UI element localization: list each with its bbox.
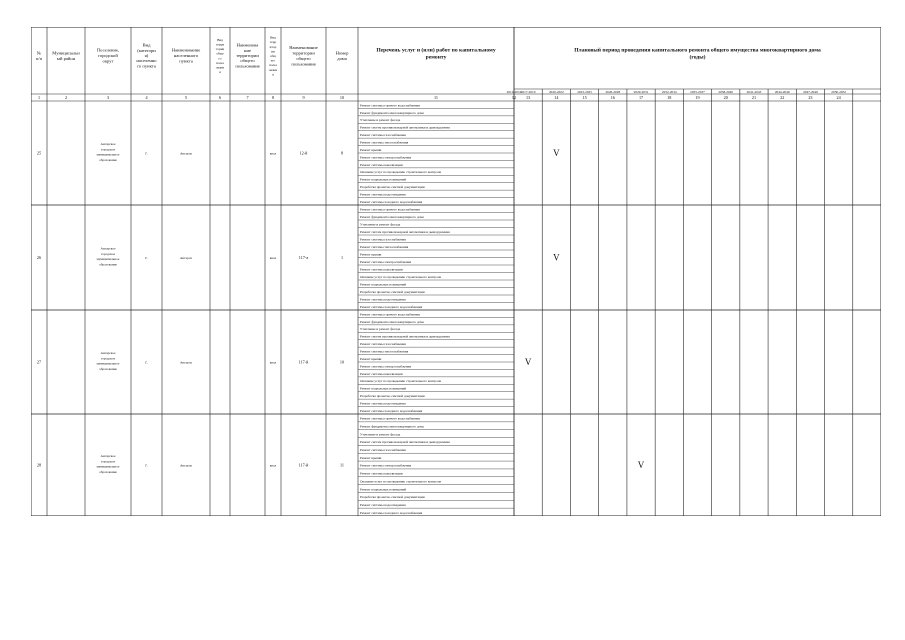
row-ext-name: 117-й [298, 359, 309, 365]
header-street-name: пользования [235, 63, 260, 69]
capital-repair-schedule-table [31, 27, 881, 516]
row-category: г. [145, 359, 148, 365]
header-ext-type: Вид [270, 35, 276, 40]
work-item: Ремонт системы теплоснабжения [360, 140, 409, 145]
header-locality: пункта [179, 58, 193, 64]
row-number: 27 [36, 359, 42, 365]
work-item: Ремонт систем противопожарной автоматики и дымоудаления [360, 229, 450, 234]
row-ext-name: 117-й [298, 462, 309, 468]
period-mark: V [524, 357, 532, 367]
header-ext-type: его [270, 58, 276, 63]
work-item: Ремонт системы горячего водоснабжения [360, 207, 420, 212]
work-item: Ремонт системы горячего водоснабжения [360, 416, 420, 421]
header-ext-type: овани [268, 67, 278, 72]
column-number: 18 [667, 95, 672, 100]
work-item: Ремонт системы водоотведения [360, 502, 406, 507]
header-ext-type: общ [269, 54, 277, 58]
work-item: Ремонт системы канализации [360, 267, 403, 272]
column-number: 10 [339, 95, 345, 100]
work-item: Утепление и ремонт фасада [360, 222, 401, 227]
work-item: Ремонт подвальных помещений [360, 487, 407, 492]
header-category: (категори [137, 47, 156, 53]
row-house: 11 [339, 462, 345, 468]
header-house: Номер [335, 50, 349, 56]
row-locality: Ангарск [179, 256, 193, 260]
work-item: Ремонт системы водоотведения [360, 192, 406, 197]
work-item: Ремонт системы электроснабжения [360, 463, 412, 468]
header-district: ый район [56, 55, 76, 61]
header-works: Перечень услуг и (или) работ по капитальному [376, 47, 496, 54]
work-item: Ремонт системы газоснабжения [360, 237, 406, 242]
header-category: го пункта [137, 63, 156, 69]
work-item: Ремонт подвальных помещений [360, 177, 407, 182]
row-settlement: городское [100, 356, 116, 361]
header-settlement: Поселение, [96, 47, 120, 53]
row-house: 10 [339, 359, 345, 365]
work-item: Разработка проектно-сметной документации [360, 289, 425, 294]
header-locality: Наименование [171, 47, 201, 53]
work-item: Ремонт системы канализации [360, 162, 403, 167]
header-locality: населенного [173, 53, 199, 58]
row-locality: Ангарск [179, 463, 193, 468]
work-item: Ремонт системы водоотведения [360, 401, 406, 406]
work-item: Ремонт системы горячего водоснабжения [360, 312, 420, 317]
work-item: Ремонт системы газоснабжения [360, 133, 406, 138]
work-item: Ремонт фундамента многоквартирного дома [360, 214, 424, 219]
header-ext-type: польз [268, 63, 278, 68]
row-settlement: муниципальное [96, 361, 120, 366]
period-label: 2029-2031 [633, 89, 649, 94]
column-number: 16 [610, 95, 615, 100]
row-settlement: образование [99, 366, 117, 371]
row-settlement: Ангарское [100, 351, 116, 356]
row-locality: Ангарск [179, 360, 193, 365]
work-item: Ремонт крыши [360, 147, 382, 152]
work-item: Ремонт системы холодного водоснабжения [360, 510, 423, 515]
work-item: Ремонт системы водоотведения [360, 297, 406, 302]
header-street-type: обще [216, 51, 224, 56]
period-label: 2047-2049 [803, 89, 818, 94]
period-label: 2020-2022 [548, 89, 564, 94]
work-item: Оказание услуг по проведению строительного контроля [360, 379, 441, 384]
header-ext-name: общего [296, 55, 311, 61]
column-number: 8 [271, 95, 275, 100]
header-category: населенно [136, 58, 157, 64]
header-category: Вид [142, 42, 151, 48]
column-number: 13 [526, 95, 531, 100]
header-street-type: овани [215, 65, 225, 70]
header-category: я) [144, 53, 149, 58]
row-settlement: образование [99, 469, 117, 474]
period-label: 2038-2040 [718, 89, 734, 94]
column-number: 22 [780, 95, 785, 100]
period-mark: V [553, 148, 560, 158]
work-item: Ремонт системы электроснабжения [360, 155, 412, 160]
header-street-type: го [218, 56, 222, 61]
column-number: 4 [145, 95, 148, 100]
period-label: 2023-2025 [577, 89, 592, 94]
work-item: Ремонт системы теплоснабжения [360, 349, 409, 354]
period-mark: V [637, 460, 645, 470]
column-number: 12 [511, 95, 517, 100]
work-item: Ремонт системы газоснабжения [360, 448, 406, 453]
header-house: дома [337, 55, 347, 61]
period-label: 2017-2019 [520, 89, 536, 94]
header-street-type: терри [215, 42, 225, 47]
header-no: п/п [35, 55, 43, 61]
header-street-name: территории [236, 53, 259, 58]
work-item: Ремонт системы канализации [360, 471, 403, 476]
work-item: Разработка проектно-сметной документации [360, 185, 425, 190]
row-settlement: муниципальное [96, 152, 120, 157]
column-number: 20 [723, 95, 728, 100]
period-mark: V [553, 252, 560, 263]
work-item: Разработка проектно-сметной документации [360, 394, 425, 399]
column-number: 11 [433, 95, 439, 100]
work-item: Ремонт системы электроснабжения [360, 364, 412, 369]
work-item: Ремонт крыши [360, 455, 382, 460]
work-item: Ремонт систем противопожарной автоматики и дымоудаления [360, 125, 450, 130]
column-number: 21 [751, 95, 757, 100]
row-number: 26 [36, 255, 42, 260]
work-item: Ремонт системы теплоснабжения [360, 244, 409, 249]
column-number: 15 [582, 95, 587, 100]
work-item: Ремонт системы холодного водоснабжения [360, 304, 423, 309]
header-ext-name: территории [292, 50, 315, 56]
row-settlement: муниципальное [96, 464, 120, 469]
row-ext-type: квал [269, 360, 277, 365]
period-label: 2035-2037 [690, 89, 705, 94]
row-category: г. [145, 150, 148, 156]
header-ext-type: терр [269, 40, 277, 45]
header-street-name: ние [244, 47, 251, 53]
column-number: 23 [808, 95, 813, 100]
header-ext-type: я [272, 72, 274, 77]
header-settlement: округ [102, 58, 114, 64]
header-period: (годы) [689, 54, 706, 61]
header-district: Муниципальн [52, 50, 80, 56]
work-item: Ремонт подвальных помещений [360, 282, 407, 287]
column-number: 1 [37, 95, 41, 100]
work-item: Ремонт фундамента многоквартирного дома [360, 319, 424, 324]
period-label: 2032-2034 [661, 89, 677, 94]
work-item: Ремонт крыши [360, 252, 382, 257]
row-ext-type: квал [269, 256, 277, 260]
row-ext-name: 117-а [298, 255, 309, 260]
row-ext-type: квал [269, 151, 277, 156]
header-works: ремонту [425, 54, 447, 61]
row-house: 8 [340, 150, 344, 156]
row-locality: Ангарск [179, 151, 193, 156]
header-street-type: польз [215, 60, 225, 65]
header-ext-type: итор [269, 44, 277, 49]
column-number: 24 [836, 95, 841, 100]
work-item: Ремонт системы холодного водоснабжения [360, 199, 423, 204]
work-item: Ремонт систем противопожарной автоматики и дымоудаления [360, 440, 450, 445]
column-number: 17 [638, 95, 644, 100]
header-ext-type: ии [271, 49, 275, 54]
row-number: 28 [36, 462, 42, 468]
table-grid [31, 27, 881, 516]
row-settlement: муниципальное [96, 257, 120, 262]
column-number: 9 [302, 95, 305, 100]
work-item: Оказание услуг по проведению строительного контроля [360, 274, 441, 279]
header-settlement: городской [98, 53, 118, 58]
row-settlement: городское [100, 459, 116, 464]
header-street-name: общего [240, 58, 255, 64]
work-item: Ремонт систем противопожарной автоматики и дымоудаления [360, 334, 450, 339]
header-no: № [36, 50, 42, 56]
header-street-name: Наименова [236, 42, 259, 48]
header-ext-name: Наименование [289, 44, 318, 50]
period-label: 2014-2016 [506, 89, 522, 94]
work-item: Оказание услуг по проведению строительного контроля [360, 479, 441, 484]
work-item: Ремонт системы горячего водоснабжения [360, 103, 420, 108]
work-item: Ремонт системы газоснабжения [360, 342, 406, 347]
row-settlement: Ангарское [100, 142, 116, 147]
work-item: Утепление и ремонт фасада [360, 432, 401, 437]
row-settlement: городское [100, 147, 116, 152]
column-number: 6 [218, 95, 222, 100]
row-settlement: Ангарское [100, 246, 116, 251]
row-settlement: образование [99, 262, 117, 267]
row-house: 1 [340, 255, 344, 260]
period-label: 2041-2043 [746, 89, 762, 94]
work-item: Разработка проектно-сметной документации [360, 495, 425, 500]
work-item: Ремонт фундамента многоквартирного дома [360, 424, 424, 429]
work-item: Утепление и ремонт фасада [360, 327, 401, 332]
header-street-type: я [219, 70, 221, 75]
work-item: Оказание услуг по проведению строительного контроля [360, 170, 441, 175]
row-ext-name: 12-й [299, 150, 308, 156]
work-item: Ремонт крыши [360, 356, 382, 361]
column-number: 19 [695, 95, 700, 100]
work-item: Ремонт подвальных помещений [360, 386, 407, 391]
column-number: 14 [554, 95, 559, 100]
work-item: Ремонт системы электроснабжения [360, 259, 412, 264]
column-number: 7 [246, 95, 249, 100]
period-label: 2026-2028 [605, 89, 621, 94]
row-settlement: городское [100, 251, 116, 256]
period-label: 2044-2046 [774, 89, 790, 94]
column-number: 3 [106, 95, 110, 100]
row-settlement: образование [99, 157, 117, 162]
work-item: Утепление и ремонт фасада [360, 118, 401, 123]
header-street-type: Вид [217, 37, 223, 42]
row-settlement: Ангарское [100, 454, 116, 459]
column-number: 5 [184, 95, 188, 100]
column-number: 2 [64, 95, 68, 100]
row-category: г. [145, 462, 148, 468]
row-ext-type: квал [269, 463, 277, 468]
header-period: Плановый период проведения капитального ремонта общего имущества многоквартирного дома [574, 47, 821, 54]
work-item: Ремонт системы холодного водоснабжения [360, 408, 423, 413]
row-category: г. [145, 255, 148, 260]
period-label: 2050-2052 [831, 89, 847, 94]
work-item: Ремонт фундамента многоквартирного дома [360, 110, 424, 115]
row-number: 25 [36, 150, 42, 156]
header-street-type: тории [215, 47, 225, 52]
work-item: Ремонт системы канализации [360, 371, 403, 376]
header-ext-name: пользования [291, 61, 316, 67]
